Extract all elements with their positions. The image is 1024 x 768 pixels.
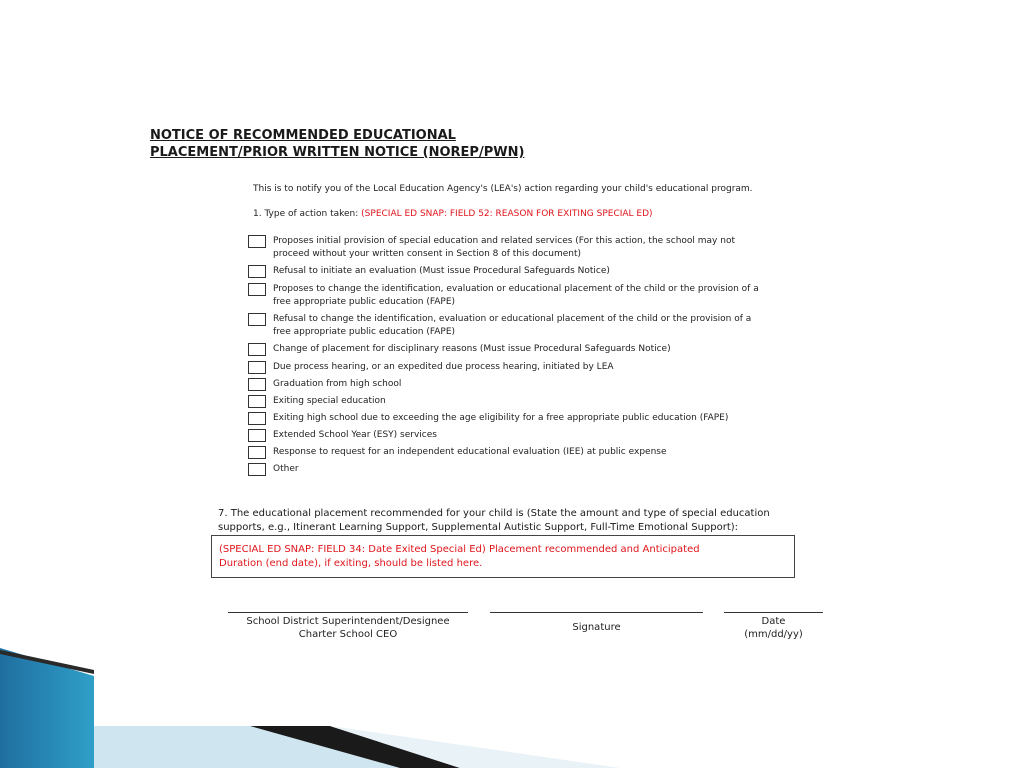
option-text: Other [273, 464, 299, 474]
option-text: Refusal to initiate an evaluation (Must issue Procedural Safeguards Notice) [273, 266, 610, 276]
option-text: Due process hearing, or an expedited due process hearing, initiated by LEA [273, 362, 614, 372]
option-checkbox[interactable] [248, 313, 266, 326]
section-7-line-2: supports, e.g., Itinerant Learning Support, Supplemental Autistic Support, Full-Time Emotional Support): [218, 522, 739, 533]
action-type-line [253, 209, 653, 219]
superintendent-label-line-1: School District Superintendent/Designee [246, 616, 450, 627]
section-7-prompt [218, 507, 770, 535]
placement-note-line-2: Duration (end date), if exiting, should be listed here. [219, 558, 483, 569]
option-checkbox[interactable] [248, 361, 266, 374]
option-checkbox[interactable] [248, 463, 266, 476]
date-label-line-2: (mm/dd/yy) [744, 629, 803, 640]
option-text: Exiting high school due to exceeding the age eligibility for a free appropriate public education (FAPE) [273, 413, 729, 423]
intro-text: This is to notify you of the Local Education Agency's (LEA's) action regarding your child's educational program. [253, 184, 753, 194]
option-checkbox[interactable] [248, 378, 266, 391]
option-text: Change of placement for disciplinary reasons (Must issue Procedural Safeguards Notice) [273, 344, 671, 354]
option-checkbox[interactable] [248, 283, 266, 296]
date-line [724, 612, 823, 613]
option-text: Response to request for an independent educational evaluation (IEE) at public expense [273, 447, 667, 457]
placement-note-line-1: (SPECIAL ED SNAP: FIELD 34: Date Exited Special Ed) Placement recommended and Anticipated [219, 544, 700, 555]
option-checkbox[interactable] [248, 412, 266, 425]
date-label [724, 615, 823, 641]
title-line-2: PLACEMENT/PRIOR WRITTEN NOTICE (NOREP/PWN) [150, 145, 525, 160]
option-checkbox[interactable] [248, 429, 266, 442]
option-text: Exiting special education [273, 396, 386, 406]
option-checkbox[interactable] [248, 395, 266, 408]
action-snap-note: (SPECIAL ED SNAP: FIELD 52: REASON FOR EXITING SPECIAL ED) [361, 209, 653, 219]
signature-line [490, 612, 703, 613]
option-text: Proposes initial provision of special education and related services (For this action, the school may not [273, 236, 735, 246]
title-line-1: NOTICE OF RECOMMENDED EDUCATIONAL [150, 128, 456, 143]
date-label-line-1: Date [761, 616, 786, 627]
option-checkbox[interactable] [248, 265, 266, 278]
signature-label: Signature [572, 622, 621, 633]
deco-blue-wedge [0, 648, 94, 768]
option-checkbox[interactable] [248, 235, 266, 248]
document-title [150, 127, 524, 161]
superintendent-signature-line [228, 612, 468, 613]
action-label: 1. Type of action taken: [253, 209, 359, 219]
option-checkbox[interactable] [248, 446, 266, 459]
option-text-cont: proceed without your written consent in Section 8 of this document) [273, 249, 581, 259]
superintendent-label [228, 615, 468, 641]
option-text-cont: free appropriate public education (FAPE) [273, 297, 456, 307]
option-text: Proposes to change the identification, evaluation or educational placement of the child or the provision of a [273, 284, 759, 294]
placement-field[interactable] [211, 535, 795, 578]
option-text: Refusal to change the identification, evaluation or educational placement of the child or the provision of a [273, 314, 752, 324]
option-text: Graduation from high school [273, 379, 402, 389]
option-text: Extended School Year (ESY) services [273, 430, 437, 440]
section-7-line-1: 7. The educational placement recommended for your child is (State the amount and type of special education [218, 508, 770, 519]
superintendent-label-line-2: Charter School CEO [298, 629, 398, 640]
option-text-cont: free appropriate public education (FAPE) [273, 327, 456, 337]
option-checkbox[interactable] [248, 343, 266, 356]
